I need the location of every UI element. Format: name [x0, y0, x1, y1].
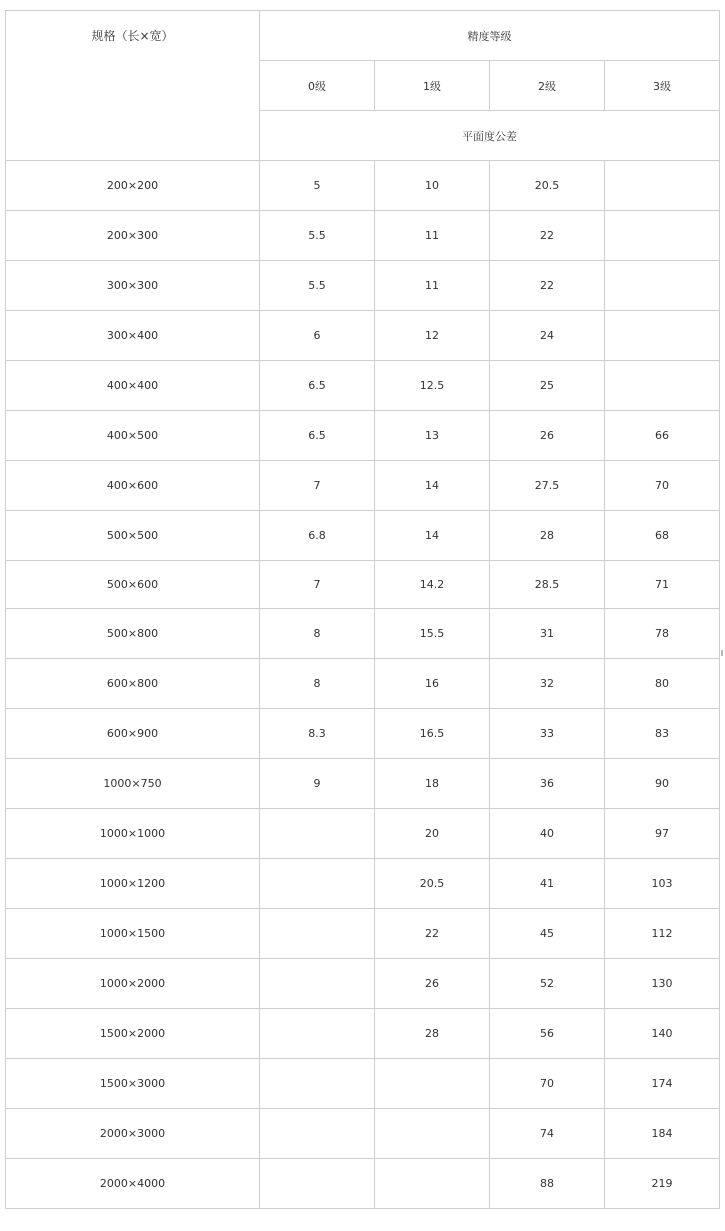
grade-3-cell: 140	[605, 1009, 720, 1059]
table-row	[6, 909, 720, 959]
grade-1-cell: 18	[375, 759, 490, 809]
grade-0-cell: 8.3	[260, 709, 375, 759]
grade-2-cell: 88	[490, 1159, 605, 1209]
grade-2-cell: 45	[490, 909, 605, 959]
spec-cell: 1000×1200	[6, 859, 260, 909]
grade-2-cell: 22	[490, 211, 605, 261]
grade-0-cell: 5.5	[260, 211, 375, 261]
table-row	[6, 411, 720, 461]
grade-1-cell: 15.5	[375, 609, 490, 659]
grade-0-cell	[260, 1059, 375, 1109]
table-row	[6, 1109, 720, 1159]
spec-cell: 1000×750	[6, 759, 260, 809]
grade-1-cell	[375, 1159, 490, 1209]
spec-cell: 600×800	[6, 659, 260, 709]
spec-cell: 1000×1500	[6, 909, 260, 959]
grade-0-cell: 8	[260, 609, 375, 659]
precision-grade-header: 精度等级	[260, 11, 720, 61]
grade-2-cell: 70	[490, 1059, 605, 1109]
grade-2-cell: 74	[490, 1109, 605, 1159]
grade-2-cell: 31	[490, 609, 605, 659]
grade-3-cell: 130	[605, 959, 720, 1009]
grade-0-cell	[260, 959, 375, 1009]
grade-0-cell	[260, 909, 375, 959]
grade-0-cell	[260, 1009, 375, 1059]
grade-1-cell: 14	[375, 461, 490, 511]
spec-cell: 400×400	[6, 361, 260, 411]
spec-header: 规格（长×宽）	[6, 11, 260, 161]
table-row	[6, 809, 720, 859]
grade-1-cell: 12	[375, 311, 490, 361]
grade-3-cell: 78	[605, 609, 720, 659]
grade-1-cell: 11	[375, 261, 490, 311]
grade-1-cell: 16.5	[375, 709, 490, 759]
grade-1-cell: 10	[375, 161, 490, 211]
grade-0-cell: 6.5	[260, 411, 375, 461]
spec-cell: 500×600	[6, 561, 260, 609]
grade-2-cell: 36	[490, 759, 605, 809]
spec-cell: 2000×3000	[6, 1109, 260, 1159]
grade-1-cell: 20.5	[375, 859, 490, 909]
grade-2-cell: 22	[490, 261, 605, 311]
grade-2-cell: 56	[490, 1009, 605, 1059]
table-row	[6, 211, 720, 261]
grade-3-cell	[605, 361, 720, 411]
grade-0-cell: 7	[260, 561, 375, 609]
grade-3-cell: 90	[605, 759, 720, 809]
grade-2-cell: 40	[490, 809, 605, 859]
grade-2-cell: 41	[490, 859, 605, 909]
grade-0-cell	[260, 1109, 375, 1159]
grade-2-cell: 28.5	[490, 561, 605, 609]
table-row	[6, 311, 720, 361]
flatness-tolerance-table	[5, 10, 720, 1209]
grade-1-cell: 26	[375, 959, 490, 1009]
grade-2-cell: 24	[490, 311, 605, 361]
table-row	[6, 561, 720, 609]
grade-1-cell: 13	[375, 411, 490, 461]
grade-3-cell: 184	[605, 1109, 720, 1159]
grade-0-cell	[260, 859, 375, 909]
grade-2-cell: 20.5	[490, 161, 605, 211]
table-row	[6, 461, 720, 511]
table-row	[6, 609, 720, 659]
grade-1-cell: 14	[375, 511, 490, 561]
spec-cell: 1000×1000	[6, 809, 260, 859]
spec-cell: 300×400	[6, 311, 260, 361]
spec-cell: 600×900	[6, 709, 260, 759]
table-row	[6, 1159, 720, 1209]
grade-1-cell: 20	[375, 809, 490, 859]
grade-0-cell: 8	[260, 659, 375, 709]
grade-3-cell: 66	[605, 411, 720, 461]
table-row	[6, 659, 720, 709]
grade-2-cell: 26	[490, 411, 605, 461]
grade-1-cell	[375, 1059, 490, 1109]
table-row	[6, 1059, 720, 1109]
table-row	[6, 759, 720, 809]
grade-1-cell: 12.5	[375, 361, 490, 411]
spec-cell: 400×500	[6, 411, 260, 461]
grade-3-cell	[605, 261, 720, 311]
grade-0-cell: 9	[260, 759, 375, 809]
grade-2-header: 2级	[490, 61, 605, 111]
table-row	[6, 261, 720, 311]
spec-cell: 2000×4000	[6, 1159, 260, 1209]
grade-1-cell: 14.2	[375, 561, 490, 609]
spec-cell: 1500×3000	[6, 1059, 260, 1109]
grade-0-cell: 5	[260, 161, 375, 211]
grade-2-cell: 32	[490, 659, 605, 709]
grade-0-cell	[260, 809, 375, 859]
grade-0-cell: 6	[260, 311, 375, 361]
grade-3-header: 3级	[605, 61, 720, 111]
spec-cell: 500×500	[6, 511, 260, 561]
table-row	[6, 959, 720, 1009]
grade-0-cell: 7	[260, 461, 375, 511]
grade-1-header: 1级	[375, 61, 490, 111]
grade-3-cell: 112	[605, 909, 720, 959]
grade-2-cell: 28	[490, 511, 605, 561]
spec-cell: 1000×2000	[6, 959, 260, 1009]
flatness-tolerance-header: 平面度公差	[260, 111, 720, 161]
grade-3-cell: 70	[605, 461, 720, 511]
grade-3-cell: 219	[605, 1159, 720, 1209]
table-body	[6, 161, 720, 1209]
grade-1-cell: 22	[375, 909, 490, 959]
grade-3-cell: 83	[605, 709, 720, 759]
grade-2-cell: 52	[490, 959, 605, 1009]
grade-0-cell: 6.5	[260, 361, 375, 411]
table-row	[6, 1009, 720, 1059]
grade-3-cell: 80	[605, 659, 720, 709]
grade-2-cell: 25	[490, 361, 605, 411]
grade-3-cell	[605, 161, 720, 211]
spec-cell: 400×600	[6, 461, 260, 511]
grade-1-cell: 11	[375, 211, 490, 261]
table-row	[6, 361, 720, 411]
table-row	[6, 859, 720, 909]
grade-0-header: 0级	[260, 61, 375, 111]
grade-3-cell: 103	[605, 859, 720, 909]
table-row	[6, 511, 720, 561]
table-row	[6, 709, 720, 759]
grade-3-cell: 68	[605, 511, 720, 561]
spec-cell: 200×200	[6, 161, 260, 211]
grade-3-cell	[605, 211, 720, 261]
grade-1-cell: 16	[375, 659, 490, 709]
scroll-edge-marker	[721, 650, 723, 656]
grade-0-cell: 5.5	[260, 261, 375, 311]
spec-cell: 500×800	[6, 609, 260, 659]
grade-3-cell: 71	[605, 561, 720, 609]
grade-2-cell: 33	[490, 709, 605, 759]
grade-1-cell: 28	[375, 1009, 490, 1059]
grade-3-cell: 97	[605, 809, 720, 859]
grade-0-cell	[260, 1159, 375, 1209]
grade-1-cell	[375, 1109, 490, 1159]
grade-3-cell: 174	[605, 1059, 720, 1109]
grade-3-cell	[605, 311, 720, 361]
table-row	[6, 161, 720, 211]
spec-cell: 200×300	[6, 211, 260, 261]
grade-2-cell: 27.5	[490, 461, 605, 511]
grade-0-cell: 6.8	[260, 511, 375, 561]
spec-cell: 300×300	[6, 261, 260, 311]
spec-cell: 1500×2000	[6, 1009, 260, 1059]
